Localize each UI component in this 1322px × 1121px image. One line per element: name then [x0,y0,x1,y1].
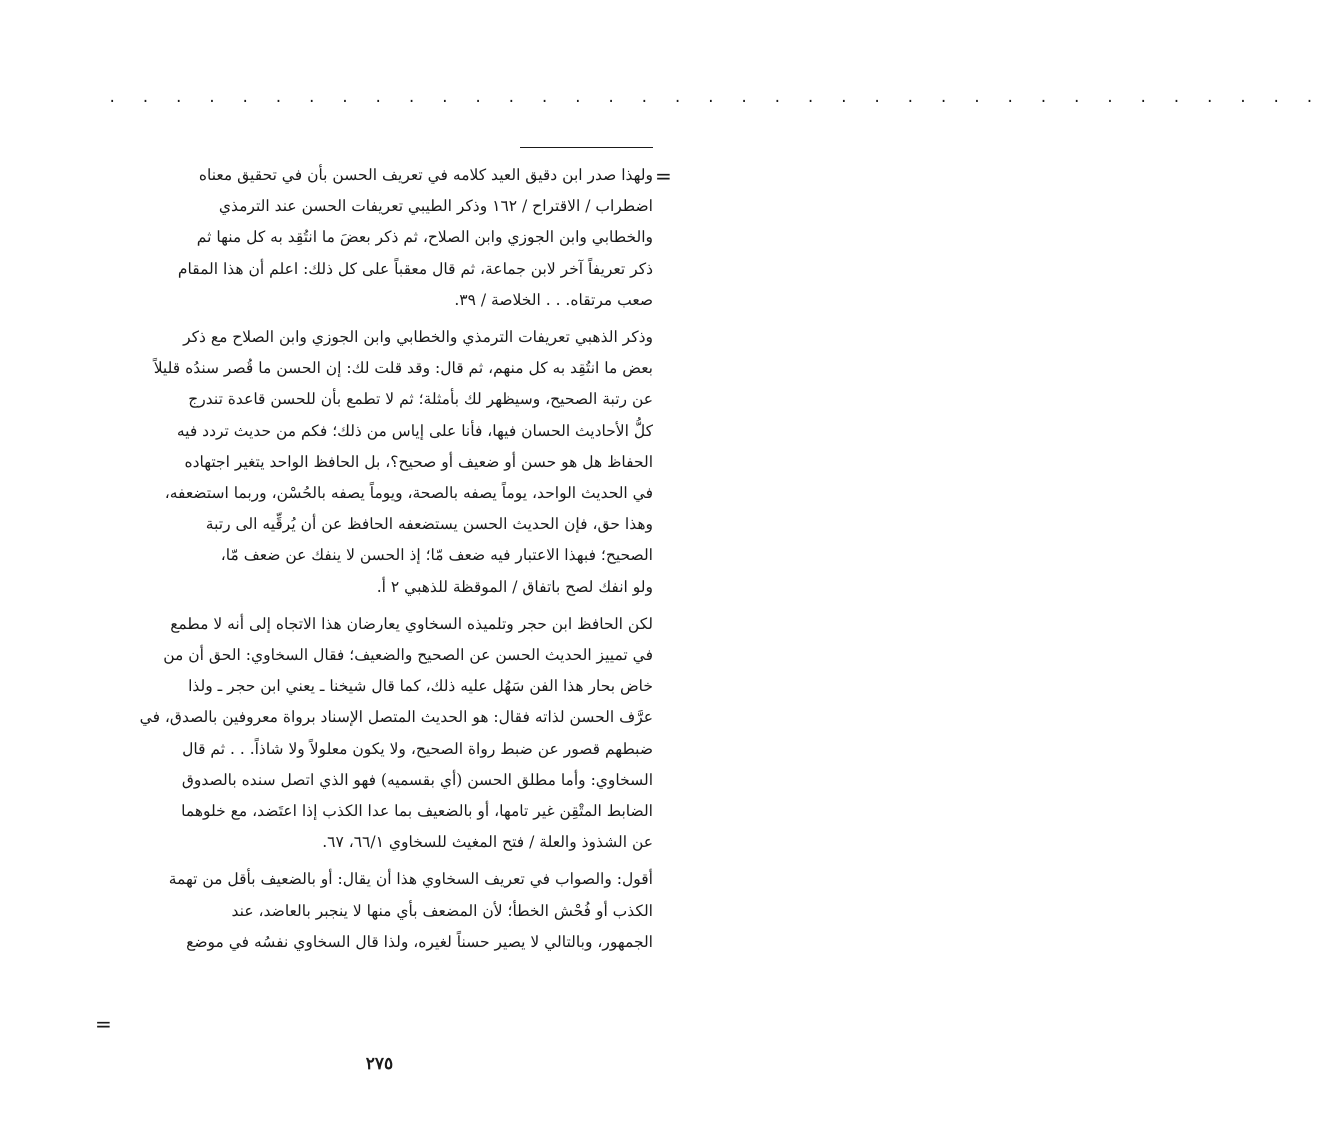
footnote-text [95,160,653,958]
header-dot-leader: . . . . . . . . . . . . . . . . . . . . . . . . . . . . . . . . . . . . . [108,90,1322,106]
text-line: كلُّ الأحاديث الحسان فيها، فأنا على إياس من ذلك؛ فكم من حديث تردد فيه [176,421,653,440]
continuation-mark-top: = [655,164,672,188]
text-line: عن الشذوذ والعلة / فتح المغيث للسخاوي ٦٦/١، ٦٧. [322,833,653,852]
text-line: ولو انفك لصح باتفاق / الموقظة للذهبي ٢ أ. [376,577,653,596]
text-line: أقول: والصواب في تعريف السخاوي هذا أن يقال: أو بالضعيف بأقل من تهمة [168,870,653,889]
text-line: في الحديث الواحد، يوماً يصفه بالصحة، ويوماً يصفه بالحُسْن، وربما استضعفه، [164,484,653,503]
text-line: السخاوي: وأما مطلق الحسن (أي بقسميه) فهو الذي اتصل سنده بالصدوق [181,770,653,789]
text-line: عن رتبة الصحيح، وسيظهر لك بأمثلة؛ ثم لا تطمع بأن للحسن قاعدة تندرج [188,390,653,409]
text-line: وذكر الذهبي تعريفات الترمذي والخطابي وابن الجوزي وابن الصلاح مع ذكر [183,328,653,347]
text-line: ولهذا صدر ابن دقيق العيد كلامه في تعريف الحسن بأن في تحقيق معناه [198,166,653,184]
text-line: في تمييز الحديث الحسن عن الصحيح والضعيف؛ فقال السخاوي: الحق أن من [163,646,653,665]
text-line: والخطابي وابن الجوزي وابن الصلاح، ثم ذكر بعضَ ما انتُقِد به كل منها ثم [196,228,653,247]
paragraph-4 [95,864,653,958]
text-line: الجمهور، وبالتالي لا يصير حسناً لغيره، ولذا قال السخاوي نفسُه في موضع [186,932,653,951]
text-line: لكن الحافظ ابن حجر وتلميذه السخاوي يعارضان هذا الاتجاه إلى أنه لا مطمع [170,614,653,633]
text-line: الصحيح؛ فبهذا الاعتبار فيه ضعف مّا؛ إذ الحسن لا ينفك عن ضعف مّا، [220,546,653,565]
paragraph-2 [95,322,653,603]
continuation-mark-bottom: = [95,1012,112,1036]
text-line: عرَّف الحسن لذاته فقال: هو الحديث المتصل الإسناد برواة معروفين بالصدق، في [139,708,653,727]
text-line: الضابط المتْقِن غير تامها، أو بالضعيف بما عدا الكذب إذا اعتَضد، مع خلوهما [181,802,653,821]
text-line: بعض ما انتُقِد به كل منهم، ثم قال: وقد قلت لك: إن الحسن ما قُصر سندُه قليلاً [153,359,653,378]
paragraph-3 [95,609,653,859]
text-line: ضبطهم قصور عن ضبط رواة الصحيح، ولا يكون معلولاً ولا شاذاً. . . ثم قال [182,739,653,758]
text-line: الحفاظ هل هو حسن أو ضعيف أو صحيح؟، بل الحافظ الواحد يتغير اجتهاده [184,452,653,471]
text-line: اضطراب / الاقتراح / ١٦٢ وذكر الطيبي تعريفات الحسن عند الترمذي [218,197,653,216]
page-number: ٢٧٥ [365,1054,394,1074]
paragraph-1 [95,160,653,316]
text-line: وهذا حق، فإن الحديث الحسن يستضعفه الحافظ عن أن يُرقِّيه الى رتبة [205,515,653,534]
footnote-separator-rule [520,147,653,148]
text-line: الكذب أو فُحْش الخطأ؛ لأن المضعف بأي منها لا ينجبر بالعاضد، عند [231,901,653,920]
text-line: خاض بحار هذا الفن سَهُل عليه ذلك، كما قال شيخنا ـ يعني ابن حجر ـ ولذا [188,677,653,696]
text-line: صعب مرتقاه. . . الخلاصة / ٣٩. [454,290,653,309]
text-line: ذكر تعريفاً آخر لابن جماعة، ثم قال معقباً على كل ذلك: اعلم أن هذا المقام [177,259,653,278]
